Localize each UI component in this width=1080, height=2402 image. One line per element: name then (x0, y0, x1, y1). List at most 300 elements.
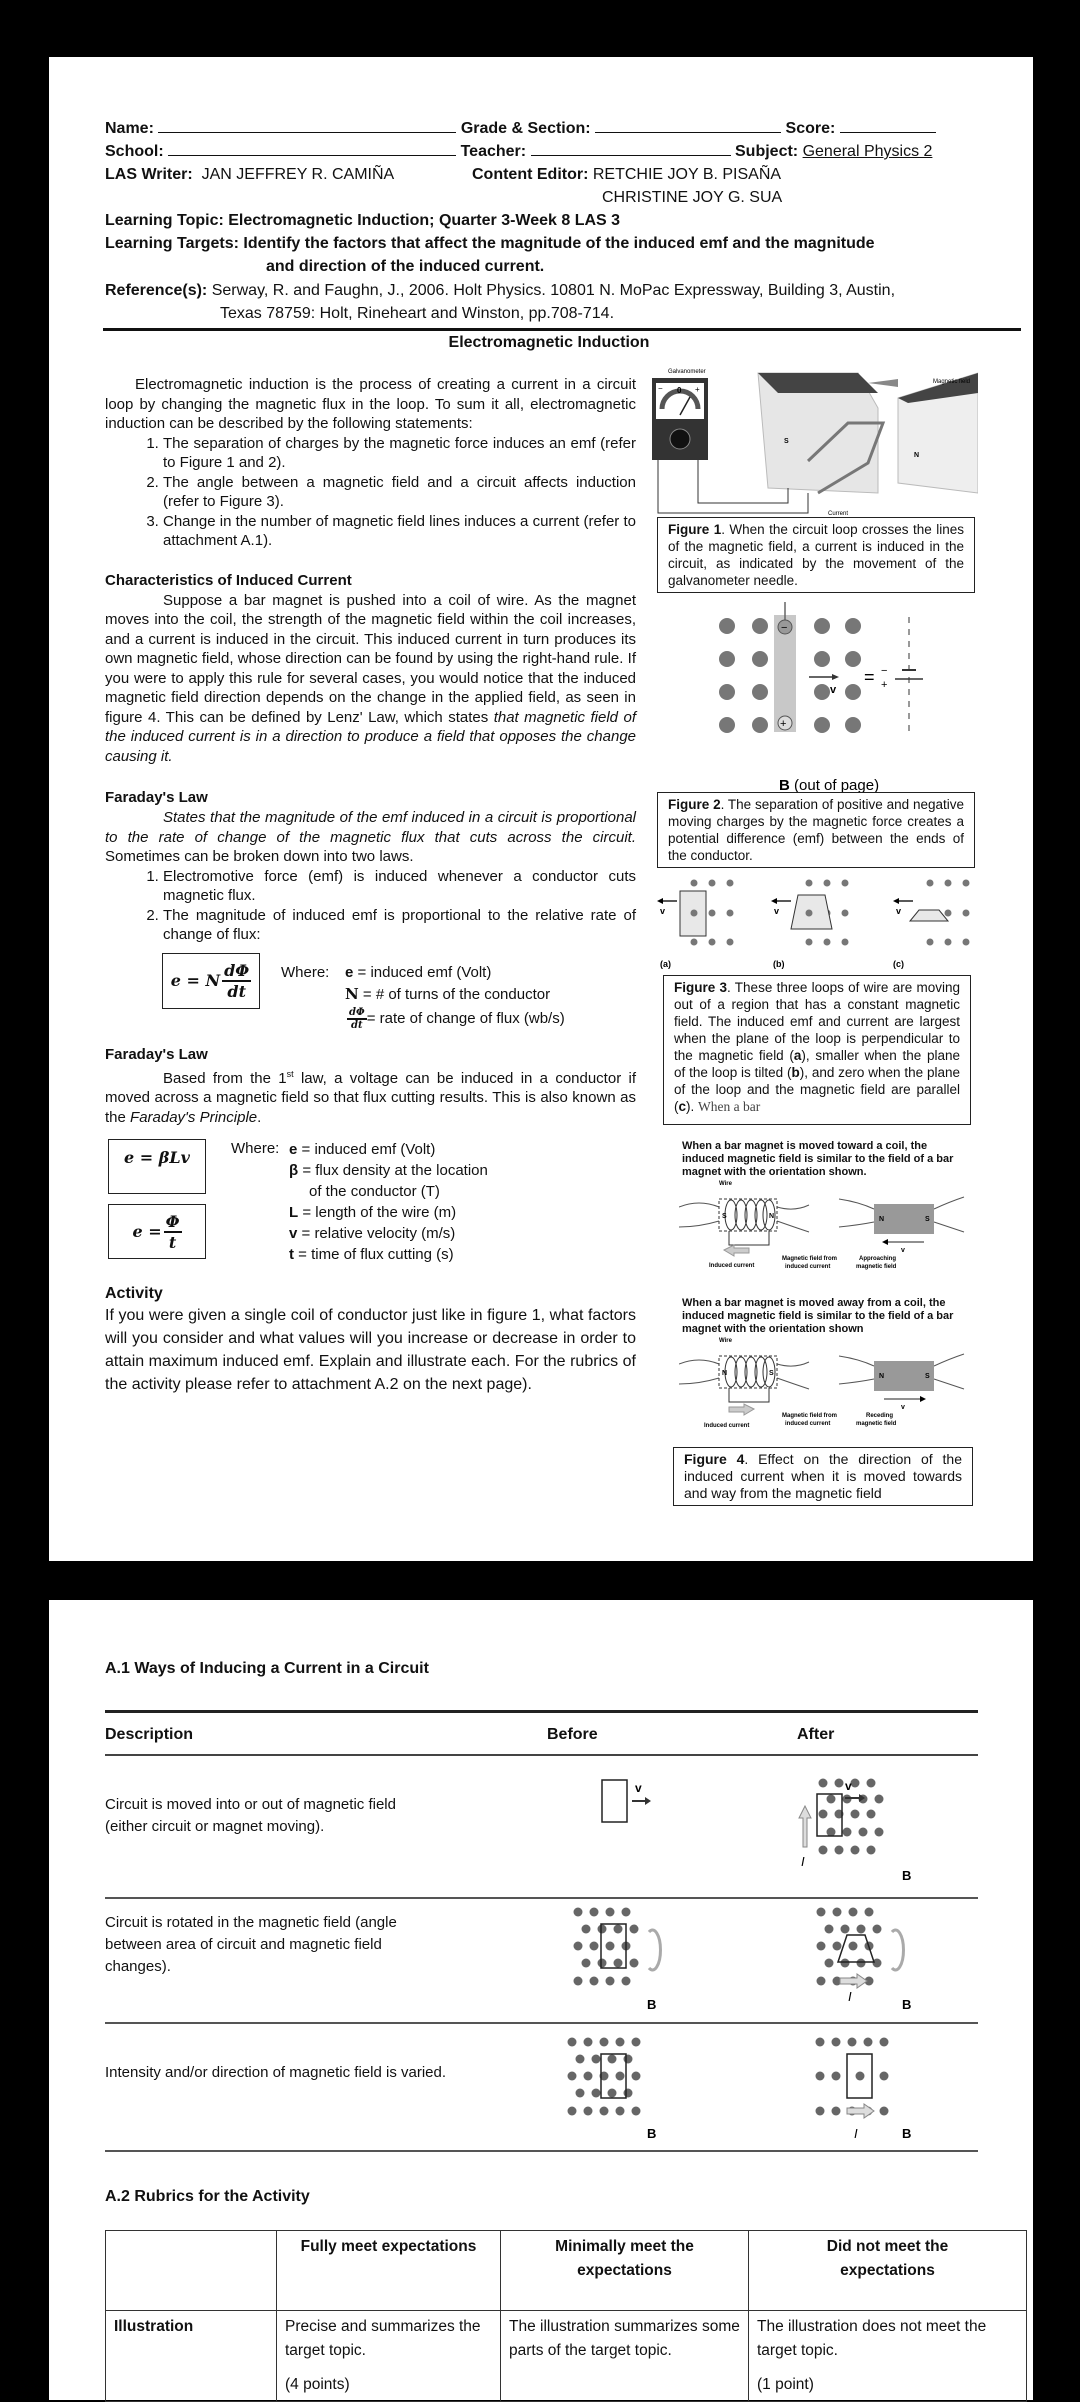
field-dot (592, 2055, 601, 2064)
field-dot (816, 2107, 825, 2116)
field-dot (832, 2107, 841, 2116)
targets-line-2: and direction of the induced current. (266, 258, 545, 275)
rubrics-table (105, 2230, 1027, 2402)
characteristics-paragraph (105, 591, 636, 767)
magnet-north: N (879, 1373, 885, 1380)
field-dot (582, 1959, 591, 1968)
text: . (257, 1108, 262, 1126)
south-pole-label: S (784, 438, 789, 445)
characteristics-heading: Characteristics of Induced Current (105, 571, 352, 589)
equation-denominator: dt (227, 981, 246, 1001)
field-dots (576, 2089, 633, 2098)
b-label: B (779, 777, 790, 794)
a1-top-rule (105, 1710, 978, 1713)
rate-fraction (347, 1007, 367, 1031)
field-from-induced-label: Magnetic field from (782, 1413, 838, 1419)
field-dots (691, 939, 734, 946)
field-dot (616, 2038, 625, 2047)
field-dot (806, 880, 813, 887)
equation-lhs: e = N (170, 971, 221, 990)
definition: = length of the wire (m) (298, 1204, 457, 1221)
field-dot (752, 651, 768, 667)
galvanometer-label: Galvanometer (668, 369, 706, 375)
numerator: Φ (165, 1211, 180, 1231)
current-label: I (848, 1989, 852, 2004)
figure-2-charge-separation-diagram (709, 602, 969, 797)
rubrics-header-row (106, 2231, 1027, 2311)
field-dot (880, 2038, 889, 2047)
list-item: 1. The separation of charges by the magnetic force induces an emf (refer to Figure 1 and 2). (163, 434, 636, 473)
teacher-field[interactable] (531, 142, 731, 156)
definition-row (289, 1181, 488, 1202)
ref-line-2: Texas 78759: Holt, Rineheart and Winston, pp.708-714. (220, 305, 615, 322)
field-dots (582, 1925, 639, 1934)
definition: = induced emf (Volt) (297, 1141, 436, 1158)
equation-numerator: dΦ (224, 960, 250, 980)
field-dots (819, 1810, 876, 1819)
label-c: (c) (893, 959, 904, 969)
definition-row (289, 1223, 488, 1244)
wire-label: Wire (719, 1181, 732, 1187)
field-dot (875, 1828, 884, 1837)
field-dot (842, 939, 849, 946)
field-dot (867, 1779, 876, 1788)
page-1 (49, 57, 1033, 1561)
field-dots (574, 1942, 631, 1951)
field-dot (598, 1925, 607, 1934)
magnet-south: S (925, 1373, 930, 1380)
field-dot (857, 1959, 866, 1968)
field-dot (845, 618, 861, 634)
caption-label: Figure 3 (674, 980, 728, 995)
field-dots (817, 1908, 874, 1917)
positive-charge: + (780, 718, 787, 730)
field-dot (590, 1977, 599, 1986)
induced-current-label: Induced current (709, 1263, 755, 1269)
field-dot (819, 1779, 828, 1788)
field-dot (630, 1959, 639, 1968)
field-dot (590, 1942, 599, 1951)
field-label: B (647, 2126, 657, 2141)
minus-mark: − (658, 384, 663, 393)
teacher-label: Teacher: (460, 143, 527, 160)
field-dot (963, 880, 970, 887)
field-dot (816, 2038, 825, 2047)
field-dot (606, 1942, 615, 1951)
characteristics-text: Suppose a bar magnet is pushed into a coil of wire. As the magnet moves into the coil, the strength of the magnetic field within the coil increases, and a current is induced in the circuit. This induced current in turn produces its own magnetic field, whose direction can be found by using the right-hand rule. If you were to apply this rule for several cases, you would notice that the induced magnetic field direction depends on the change in the applied field, as seen in figure 4. This can be defined by Lenz' Law, which states (105, 591, 636, 726)
full-cell (277, 2311, 501, 2402)
symbol: N (345, 984, 359, 1003)
field-dot (819, 1846, 828, 1855)
field-dot (752, 618, 768, 634)
coil-south: S (769, 1370, 774, 1377)
field-dots (568, 2072, 641, 2081)
subject-label: Subject: (735, 143, 799, 160)
list-item: 2. The magnitude of induced emf is proportional to the relative rate of change of flux: (163, 906, 636, 945)
field-dot (816, 2072, 825, 2081)
a1-col-after: After (797, 1726, 835, 1743)
field-dot (845, 717, 861, 733)
equation-box-phi-t (108, 1204, 206, 1259)
field-dot (606, 1908, 615, 1917)
text: Based from the 1 (163, 1069, 287, 1087)
field-dots (927, 939, 970, 946)
where-label: Where: (231, 1140, 280, 1157)
field-dot (841, 1925, 850, 1934)
field-dots (814, 618, 861, 733)
field-dots (568, 2038, 641, 2047)
faraday-law-heading: Faraday's Law (105, 789, 208, 806)
induced-current-label: Induced current (704, 1423, 750, 1429)
writer-row (105, 163, 394, 186)
page-2 (49, 1600, 1033, 2400)
symbol: v (289, 1225, 298, 1242)
field-dot (568, 2107, 577, 2116)
field-dot (624, 2089, 633, 2098)
field-dot (865, 1908, 874, 1917)
field-dot (608, 2089, 617, 2098)
field-dot (851, 1779, 860, 1788)
field-label: B (902, 1868, 912, 1883)
field-dot (832, 2038, 841, 2047)
field-dot (817, 1908, 826, 1917)
field-dot (825, 1959, 834, 1968)
velocity-label: v (845, 1779, 852, 1793)
field-dot (851, 1846, 860, 1855)
field-dot (574, 1977, 583, 1986)
targets-line-1: Identify the factors that affect the magnitude of the induced emf and the magnitude (243, 235, 875, 252)
field-dot (630, 1925, 639, 1934)
field-dot (833, 1942, 842, 1951)
faraday-statement-rest: Sometimes can be broken down into two laws. (105, 848, 414, 865)
field-dot (875, 1795, 884, 1804)
field-dot (814, 618, 830, 634)
field-dot (814, 684, 830, 700)
numerator: dΦ (349, 1006, 365, 1018)
field-dot (927, 939, 934, 946)
score-field[interactable] (840, 119, 936, 133)
equals-sign: = (864, 667, 875, 687)
definition-row (289, 1244, 488, 1265)
list-item: 1. Electromotive force (emf) is induced whenever a conductor cuts magnetic flux. (163, 867, 636, 906)
field-dot (614, 1959, 623, 1968)
subject-value: General Physics 2 (802, 143, 933, 160)
caption-c: c (678, 1099, 687, 1114)
field-dot (845, 684, 861, 700)
section-title: Electromagnetic Induction (448, 334, 650, 351)
header-cell: Fully meet expectations (277, 2231, 501, 2311)
header-cell: Minimally meet the expectations (501, 2231, 749, 2311)
school-label: School: (105, 143, 164, 160)
a1-row-1-after-diagram (789, 1770, 929, 1890)
caption-text: . Effect on the direction of the induced current when it is moved towards and way from the magnetic field (684, 1451, 962, 1501)
denominator: dt (351, 1019, 363, 1031)
list-item: 3. Change in the number of magnetic field lines induces a current (refer to attachment A.1). (163, 512, 636, 551)
field-dot (582, 1925, 591, 1934)
field-dot (824, 880, 831, 887)
name-field[interactable] (158, 119, 456, 133)
field-dot (590, 1908, 599, 1917)
writer-value: JAN JEFFREY R. CAMIÑA (201, 166, 395, 183)
current-label: I (854, 2126, 858, 2141)
field-dots (806, 939, 849, 946)
a1-row-2-before-diagram (549, 1900, 689, 2020)
field-dot (584, 2107, 593, 2116)
a1-row-rule (105, 1897, 978, 1899)
minimal-cell: The illustration summarizes some parts of the target topic. (501, 2311, 749, 2402)
editor-label: Content Editor: (472, 166, 589, 183)
caption-text: . The separation of positive and negative moving charges by the magnetic force creates a potential difference (emf) between the ends of the conductor. (668, 797, 964, 863)
field-dot (848, 2038, 857, 2047)
field-dots (927, 880, 970, 887)
coil-north: N (722, 1370, 728, 1377)
field-dots (825, 1925, 882, 1934)
field-dot (568, 2072, 577, 2081)
symbol: e (345, 963, 354, 981)
field-dot (752, 717, 768, 733)
field-dots (568, 2107, 641, 2116)
field-dots (576, 2055, 633, 2064)
field-dots (574, 1908, 631, 1917)
field-dot (859, 1828, 868, 1837)
field-dot (835, 1779, 844, 1788)
field-dot (622, 1908, 631, 1917)
where-e (345, 963, 491, 983)
learning-targets (105, 232, 875, 255)
intro-list (105, 434, 636, 551)
faraday2-equation-block (105, 1139, 636, 1284)
figure-4-away-diagram (679, 1334, 969, 1429)
negative-charge: − (781, 622, 788, 634)
velocity-label: v (901, 1247, 905, 1254)
field-dot (632, 2107, 641, 2116)
name-row (105, 117, 1020, 140)
field-dots (827, 1828, 884, 1837)
field-dot (817, 1977, 826, 1986)
field-dot (622, 1977, 631, 1986)
a1-row-3-before-diagram (549, 2030, 689, 2148)
field-dot (845, 651, 861, 667)
left-column (105, 375, 636, 1396)
faraday-paragraph (105, 808, 636, 867)
caption-a: a (793, 1048, 802, 1063)
a1-row-1-before-diagram (589, 1770, 669, 1830)
grade-field[interactable] (595, 119, 781, 133)
grade-label: Grade & Section: (460, 120, 591, 137)
figure-3-loops-diagram (657, 877, 987, 972)
none-cell (749, 2311, 1027, 2402)
field-dots (806, 880, 849, 887)
faraday-principle: Faraday's Principle (130, 1108, 258, 1126)
field-dot (691, 939, 698, 946)
equation-box-emf (162, 953, 260, 1009)
faraday-equation-block (105, 953, 636, 1053)
field-dot (927, 880, 934, 887)
caption-label: Figure 1 (668, 522, 722, 537)
field-dot (632, 2072, 641, 2081)
figure-4-toward-text: When a bar magnet is moved toward a coil, the induced magnetic field is similar to the field of a bar magnet with the orientation shown. (682, 1140, 954, 1178)
targets-label: Learning Targets: (105, 235, 239, 252)
denominator: t (168, 1232, 177, 1252)
definition: = induced emf (Volt) (353, 963, 492, 981)
battery-positive: + (881, 679, 888, 691)
field-dot (843, 1828, 852, 1837)
approaching-label: magnetic field (856, 1264, 897, 1270)
field-dot (598, 1959, 607, 1968)
score-label: Score: (785, 120, 836, 137)
editor-row (472, 163, 781, 186)
velocity-label: v (660, 906, 666, 916)
field-dot (835, 1846, 844, 1855)
field-dot (827, 1795, 836, 1804)
where-n (345, 985, 550, 1005)
field-dot (568, 2038, 577, 2047)
caption-text: . When the circuit loop crosses the lines of the magnetic field, a current is induced in the circuit, as indicated by the movement of the galvanometer needle. (668, 522, 964, 588)
definition-row (289, 1160, 488, 1181)
plus-mark: + (695, 385, 700, 394)
field-dot (849, 1942, 858, 1951)
ref-label: Reference(s): (105, 282, 208, 299)
label-b: (b) (773, 959, 785, 969)
a1-row-1-description: Circuit is moved into or out of magnetic field (either circuit or magnet moving). (105, 1796, 396, 1835)
field-dot (880, 2072, 889, 2081)
field-dot (849, 1908, 858, 1917)
school-field[interactable] (168, 142, 456, 156)
field-dot (600, 2038, 609, 2047)
label-a: (a) (660, 959, 671, 969)
field-dot (608, 2055, 617, 2064)
lenz-law-statement: that magnetic field of the induced current is in a direction to produce a field that opposes the change causing it. (105, 708, 636, 765)
none-text: The illustration does not meet the target topic. (757, 2318, 987, 2359)
ref-line-1: Serway, R. and Faughn, J., 2006. Holt Physics. 10801 N. MoPac Expressway, Building 3, Austin, (211, 282, 896, 299)
coil-north: N (769, 1213, 775, 1220)
figure-3-caption (663, 975, 971, 1125)
figure-4-caption (673, 1447, 973, 1506)
magnet-north: N (879, 1216, 885, 1223)
equation-fraction (164, 1212, 182, 1252)
symbol: e (289, 1141, 298, 1158)
a1-header-rule (105, 1754, 978, 1756)
caption-b: b (791, 1065, 800, 1080)
equation-lhs: e = (132, 1222, 162, 1241)
field-dot (752, 684, 768, 700)
field-dot (719, 717, 735, 733)
field-label: B (902, 2126, 912, 2141)
field-dot (727, 939, 734, 946)
field-from-induced-label: induced current (785, 1264, 831, 1270)
velocity-label: v (896, 906, 902, 916)
field-dot (616, 2107, 625, 2116)
school-row (105, 140, 932, 163)
field-dot (963, 939, 970, 946)
faraday-list (105, 867, 636, 945)
field-dot (867, 1810, 876, 1819)
field-dot (709, 939, 716, 946)
rubrics-row (106, 2311, 1027, 2402)
caption-label: Figure 4 (684, 1451, 745, 1467)
field-dot (614, 1925, 623, 1934)
zero-mark: 0 (677, 386, 682, 395)
a1-row-rule (105, 2022, 978, 2024)
definition: = relative velocity (m/s) (297, 1225, 456, 1242)
current-label: Current (828, 511, 849, 517)
field-dots (691, 880, 734, 887)
figure-4-toward-diagram (679, 1177, 969, 1272)
field-dot (584, 2038, 593, 2047)
field-dot (817, 1942, 826, 1951)
field-dots (574, 1977, 631, 1986)
symbol: β (289, 1162, 299, 1179)
magnet-south: S (925, 1216, 930, 1223)
velocity-label: v (774, 906, 780, 916)
field-dot (574, 1908, 583, 1917)
activity-heading: Activity (105, 1285, 163, 1302)
figure-1-caption (657, 517, 975, 593)
approaching-label: Approaching (859, 1256, 896, 1262)
list-item: 2. The angle between a magnetic field and a circuit affects induction (refer to Figure 3). (163, 473, 636, 512)
field-dot (814, 717, 830, 733)
field-dot (806, 939, 813, 946)
a1-row-2-after-diagram (792, 1900, 932, 2020)
editor-value-2: CHRISTINE JOY G. SUA (602, 189, 783, 206)
none-points: (1 point) (757, 2376, 814, 2393)
field-dot (963, 910, 970, 917)
intro-paragraph: Electromagnetic induction is the process of creating a current in a circuit loop by changing the magnetic flux in the loop. To sum it all, electromagnetic induction can be described by the following statements: (105, 376, 636, 432)
header-cell: Did not meet the expectations (749, 2231, 1027, 2311)
a1-col-before: Before (547, 1726, 598, 1743)
velocity-label: v (635, 1781, 642, 1795)
faraday-statement: States that the magnitude of the emf induced in a circuit is proportional to the rate of change of the magnetic flux that cuts across the circuit. (105, 809, 636, 846)
editor-value-1: RETCHIE JOY B. PISAÑA (592, 166, 782, 183)
definition: = rate of change of flux (wb/s) (366, 1009, 565, 1027)
writer-label: LAS Writer: (105, 166, 193, 183)
field-dot (691, 880, 698, 887)
field-dot (864, 2038, 873, 2047)
a1-row-3-after-diagram (792, 2030, 932, 2148)
definitions-list (289, 1139, 488, 1265)
field-dot (827, 1828, 836, 1837)
where-label: Where: (281, 963, 330, 981)
field-dots (582, 1959, 639, 1968)
receding-label: magnetic field (856, 1421, 897, 1427)
field-dot (709, 910, 716, 917)
field-dot (632, 2038, 641, 2047)
field-dot (880, 2107, 889, 2116)
field-dot (606, 1977, 615, 1986)
a1-bottom-rule (105, 2150, 978, 2152)
field-dot (833, 1908, 842, 1917)
header-cell (106, 2231, 277, 2311)
field-dot (574, 1942, 583, 1951)
figure-1-galvanometer-diagram (648, 353, 978, 517)
field-dot (825, 1925, 834, 1934)
superscript: st (286, 1068, 294, 1079)
velocity-label: v (830, 684, 837, 696)
field-dot (719, 618, 735, 634)
faraday-principle-paragraph (105, 1065, 636, 1128)
field-dot (719, 651, 735, 667)
equation-fraction (222, 961, 251, 1001)
figure-2-caption (657, 792, 975, 868)
field-dot (945, 880, 952, 887)
field-label: B (902, 1997, 912, 2012)
full-text: Precise and summarizes the target topic. (285, 2318, 481, 2359)
a1-row-3-description: Intensity and/or direction of magnetic field is varied. (105, 2064, 447, 2081)
field-dots (719, 618, 768, 733)
caption-label: Figure 2 (668, 797, 721, 812)
field-dot (842, 910, 849, 917)
field-dots (816, 2038, 889, 2047)
